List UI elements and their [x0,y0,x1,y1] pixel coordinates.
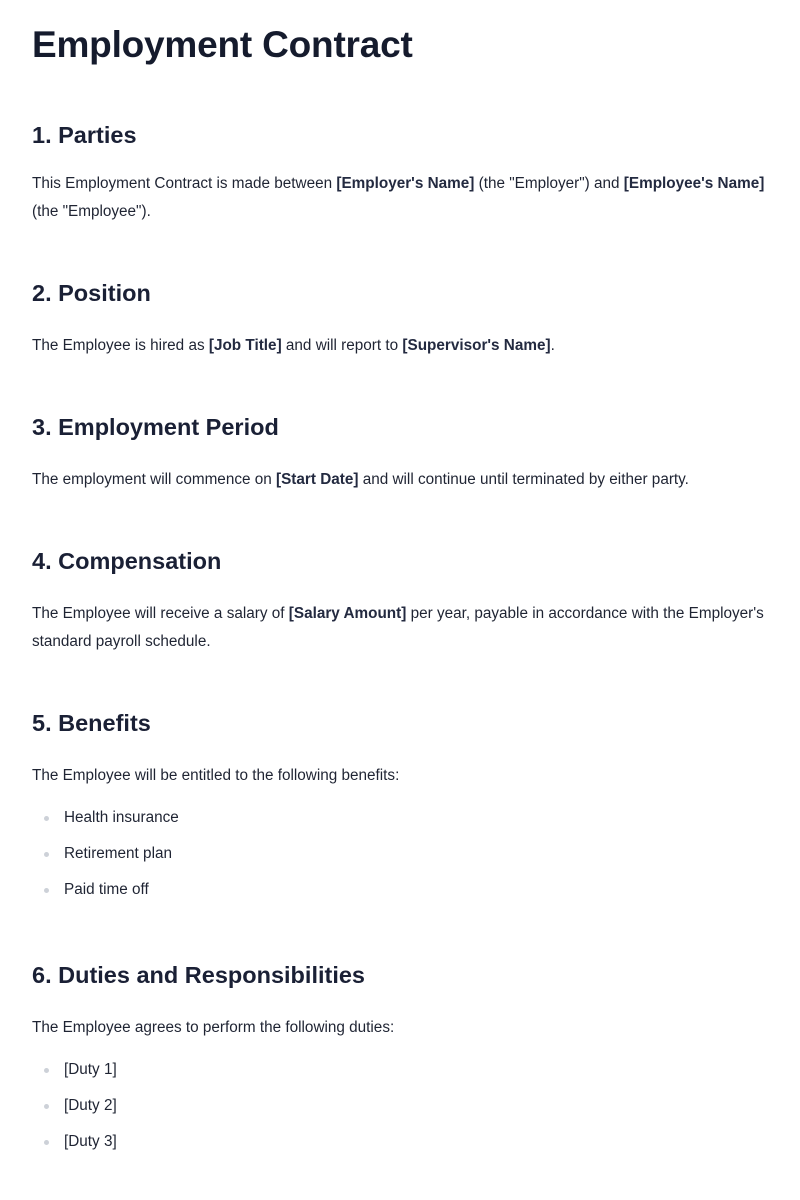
section-heading-benefits: 5. Benefits [32,710,151,736]
parties-text-2: (the "Employer") and [474,175,624,192]
duty-label: [Duty 2] [64,1097,117,1114]
position-text-1: The Employee is hired as [32,337,209,354]
parties-paragraph [32,170,768,226]
position-paragraph [32,332,768,360]
period-text-2: and will continue until terminated by either party. [358,471,689,488]
parties-text-1: This Employment Contract is made between [32,175,337,192]
position-text-2: and will report to [281,337,403,354]
duty-label: [Duty 1] [64,1061,117,1078]
section-heading-parties: 1. Parties [32,122,137,148]
start-date-placeholder: [Start Date] [276,471,359,488]
benefit-label: Paid time off [64,881,149,898]
salary-amount-placeholder: [Salary Amount] [288,605,407,622]
section-heading-compensation: 4. Compensation [32,548,222,574]
benefits-intro: The Employee will be entitled to the following benefits: [32,767,400,784]
duties-list [32,1052,768,1160]
employer-name-placeholder: [Employer's Name] [336,175,475,192]
bullet-icon [44,888,49,893]
list-item [32,836,768,872]
list-item [32,800,768,836]
section-heading-duties: 6. Duties and Responsibilities [32,962,365,988]
duties-intro: The Employee agrees to perform the following duties: [32,1019,395,1036]
list-item [32,1088,768,1124]
bullet-icon [44,1140,49,1145]
supervisor-name-placeholder: [Supervisor's Name] [402,337,551,354]
job-title-placeholder: [Job Title] [208,337,282,354]
bullet-icon [44,816,49,821]
list-item [32,1052,768,1088]
list-item [32,1124,768,1160]
section-heading-position: 2. Position [32,280,151,306]
position-text-3: . [550,337,555,354]
compensation-paragraph [32,600,768,656]
bullet-icon [44,852,49,857]
parties-text-3: (the "Employee"). [32,203,151,220]
benefits-list [32,800,768,908]
benefit-label: Retirement plan [64,845,172,862]
document-title: Employment Contract [32,24,413,65]
compensation-text-1: The Employee will receive a salary of [32,605,289,622]
section-heading-employment-period: 3. Employment Period [32,414,279,440]
list-item [32,872,768,908]
duty-label: [Duty 3] [64,1133,117,1150]
bullet-icon [44,1104,49,1109]
benefit-label: Health insurance [64,809,179,826]
compensation-text-2: per year, payable in accordance with the Employer's standard payroll schedule. [32,605,764,650]
period-text-1: The employment will commence on [32,471,276,488]
employee-name-placeholder: [Employee's Name] [623,175,765,192]
employment-period-paragraph [32,466,768,494]
bullet-icon [44,1068,49,1073]
